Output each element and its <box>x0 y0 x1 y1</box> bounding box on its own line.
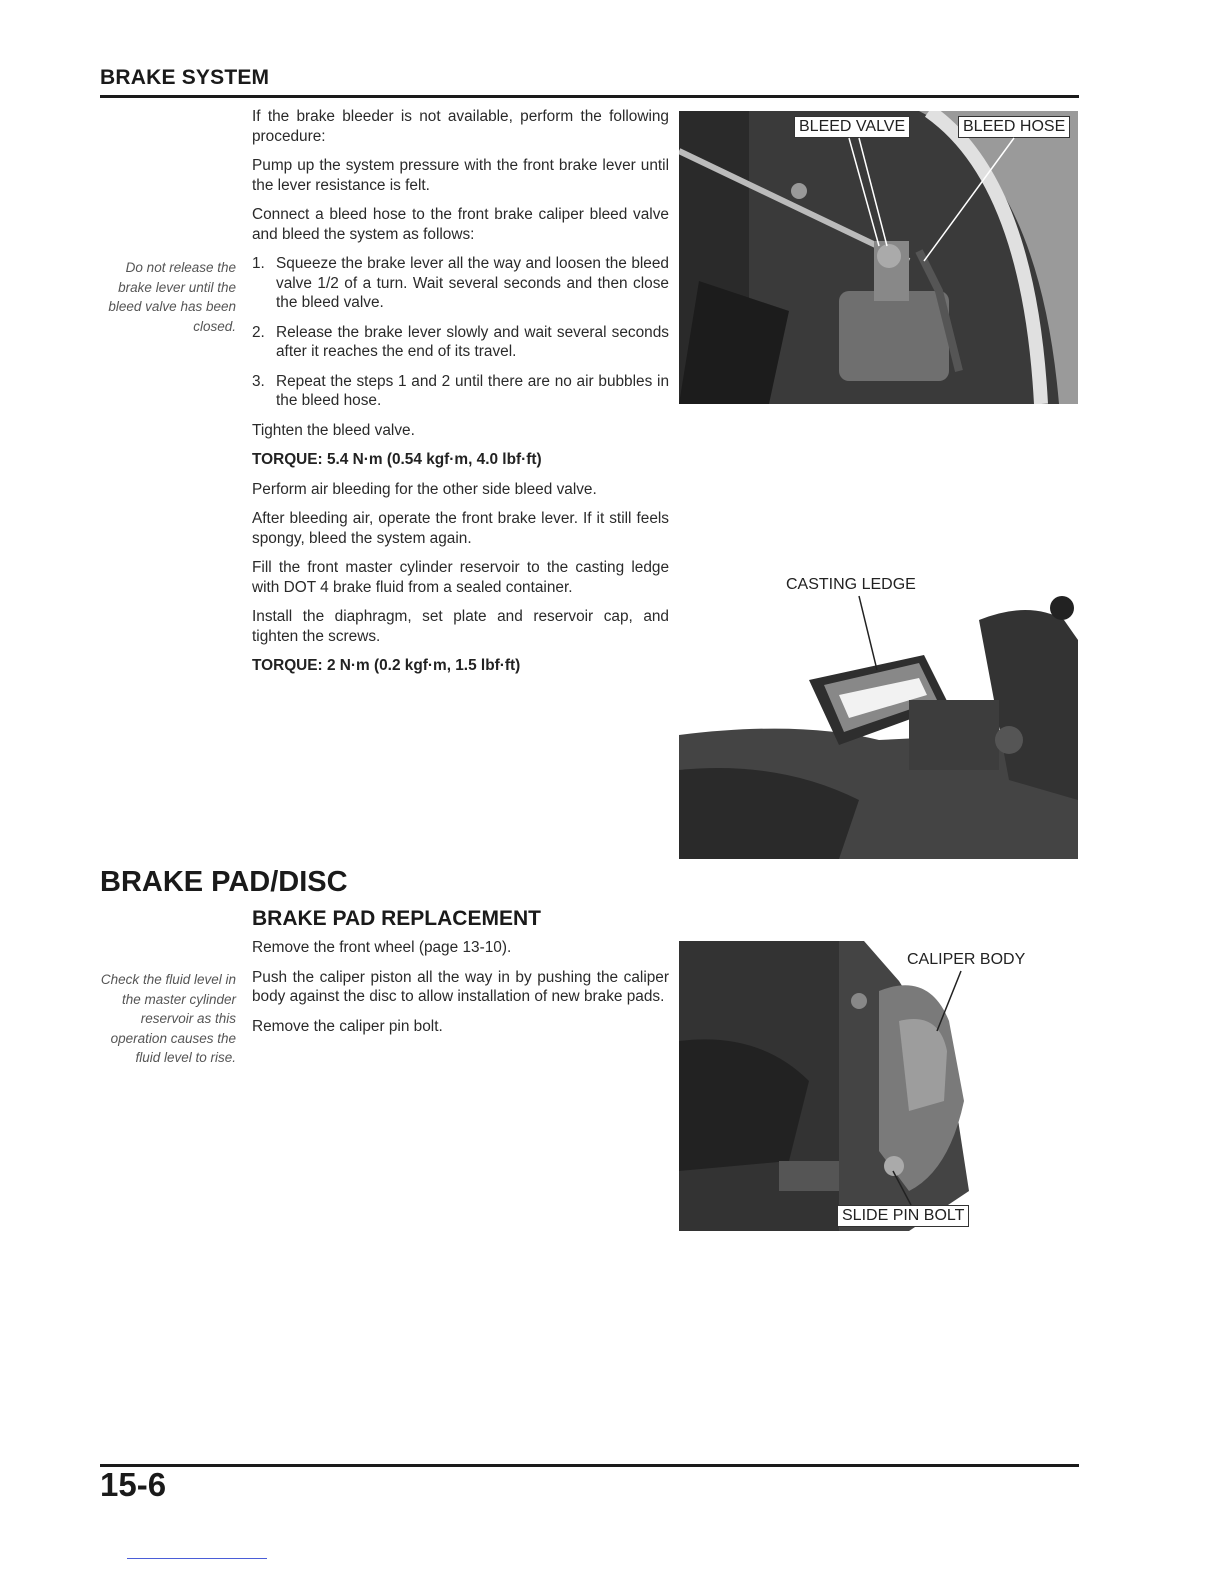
bleeding-procedure <box>252 107 669 686</box>
bleed-hose-label: BLEED HOSE <box>958 116 1070 138</box>
side-note-fluid: Check the fluid level in the master cylinder reservoir as this operation causes the fluid level to rise. <box>100 972 236 1065</box>
page-number: 15-6 <box>100 1466 167 1503</box>
footer-link-line <box>127 1558 267 1559</box>
section-header: BRAKE SYSTEM <box>100 66 270 89</box>
step-item: 3. Repeat the steps 1 and 2 until there are no air bubbles in the bleed hose. <box>252 372 669 409</box>
step-item: 1. Squeeze the brake lever all the way and loosen the bleed valve 1/2 of a turn. Wait several seconds and then close the bleed valve. <box>252 255 669 311</box>
after-paragraph: After bleeding air, operate the front brake lever. If it still feels spongy, bleed the system again. <box>252 510 669 547</box>
connect-paragraph: Connect a bleed hose to the front brake caliper bleed valve and bleed the system as follows: <box>252 206 669 243</box>
footer-rule <box>100 1464 1079 1467</box>
caliper-body-label: CALIPER BODY <box>907 951 1026 968</box>
brake-pad-replacement-heading: BRAKE PAD REPLACEMENT <box>252 907 541 930</box>
step-item: 2. Release the brake lever slowly and wait several seconds after it reaches the end of its travel. <box>252 323 669 360</box>
torque-spec-2: TORQUE: 2 N·m (0.2 kgf·m, 1.5 lbf·ft) <box>252 657 521 674</box>
fig1-leader-lines <box>679 111 1078 404</box>
pump-paragraph: Pump up the system pressure with the front brake lever until the lever resistance is felt. <box>252 157 669 194</box>
push-piston-paragraph: Push the caliper piston all the way in by pushing the caliper body against the disc to allow installation of new brake pads. <box>252 968 669 1005</box>
bleed-valve-label: BLEED VALVE <box>794 116 910 138</box>
bleed-valve-photo <box>679 111 1078 404</box>
bleed-steps <box>252 254 669 411</box>
install-paragraph: Install the diaphragm, set plate and reservoir cap, and tighten the screws. <box>252 608 669 645</box>
remove-wheel-paragraph: Remove the front wheel (page 13-10). <box>252 939 512 956</box>
brake-pad-disc-heading: BRAKE PAD/DISC <box>100 866 348 898</box>
fig2-leader-line <box>679 570 1078 859</box>
pad-replacement-procedure <box>252 938 669 1046</box>
casting-ledge-label: CASTING LEDGE <box>786 576 916 593</box>
side-note-bleed: Do not release the brake lever until the bleed valve has been closed. <box>108 260 236 334</box>
caliper-photo <box>679 941 1078 1231</box>
torque-spec-1: TORQUE: 5.4 N·m (0.54 kgf·m, 4.0 lbf·ft) <box>252 451 542 468</box>
other-side-paragraph: Perform air bleeding for the other side bleed valve. <box>252 480 597 498</box>
intro-paragraph: If the brake bleeder is not available, perform the following procedure: <box>252 108 669 145</box>
casting-ledge-photo <box>679 570 1078 859</box>
remove-bolt-paragraph: Remove the caliper pin bolt. <box>252 1017 443 1035</box>
fig3-leader-lines <box>679 941 1078 1231</box>
header-rule <box>100 95 1079 98</box>
slide-pin-bolt-label: SLIDE PIN BOLT <box>837 1205 969 1227</box>
fill-paragraph: Fill the front master cylinder reservoir to the casting ledge with DOT 4 brake fluid from a sealed container. <box>252 559 669 596</box>
tighten-paragraph: Tighten the bleed valve. <box>252 421 415 439</box>
